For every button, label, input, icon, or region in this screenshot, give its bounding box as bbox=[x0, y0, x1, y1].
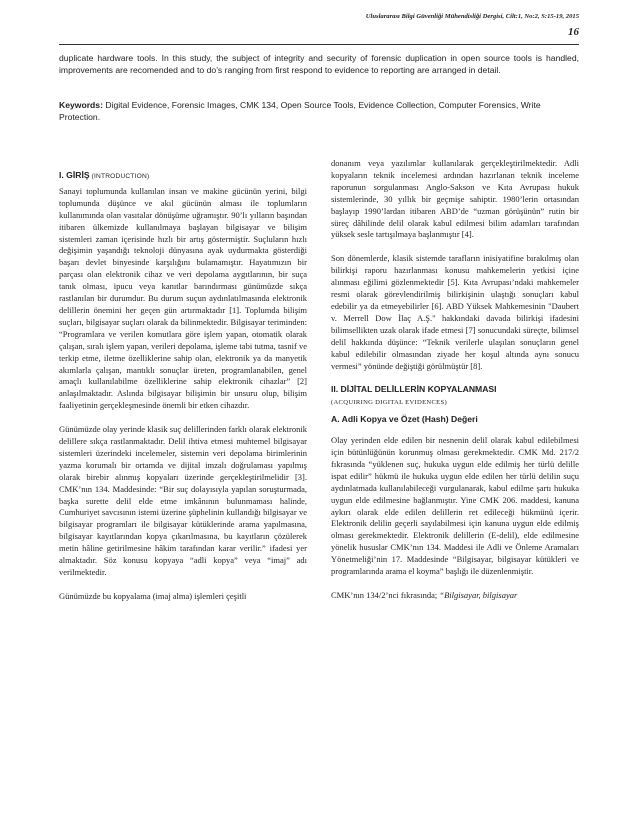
paragraph: Son dönemlerde, klasik sistemde tarafların inisiyatifine bırakılmış olan bilirkişi raporu hazırlanması konusu mahkemelerin yetkisi içine alınması eğilimi gözlenmektedir [5]. Kıta Avrupası’ndaki mahkemeler resmi olarak görevlendirilmiş bilirkişinin ulaştığı sonuçları kabul edebilir ya da etmeyebilirler [6]. ABD Yüksek Mahkemesinin "Daubert v. Merrell Dow İlaç A.Ş." hakkındaki davada bilirkişi ifadesini bilimsellikten uzak olarak ifade etmesi [7] sonucundaki süreçte, bilimsel delil hakkında düşünce: “Teknik verilerle ulaşılan sonuçların genel kabul edilebilir olmasından ziyade her koşul altında aynı sonucu vermesi” yönünde değiştiği görülmüştür [8]. bbox=[331, 253, 579, 371]
keywords-label: Keywords: bbox=[59, 100, 103, 110]
subsection-a-title: A. Adli Kopya ve Özet (Hash) Değeri bbox=[331, 414, 478, 425]
right-column bbox=[331, 158, 579, 602]
keywords bbox=[59, 99, 579, 124]
running-head: Uluslararası Bilgi Güvenliği Mühendisliği Dergisi, Cilt:1, No:2, S:15-19, 2015 bbox=[365, 13, 579, 20]
left-column bbox=[59, 170, 307, 615]
section-2-title: II. DİJİTAL DELİLLERİN KOPYALANMASI bbox=[331, 384, 497, 395]
paragraph: Günümüzde bu kopyalama (imaj alma) işlemleri çeşitli bbox=[59, 590, 247, 601]
last-line bbox=[331, 590, 579, 602]
paragraph: Olay yerinden elde edilen bir nesnenin delil olarak kabul edilebilmesi için bütünlüğünün korunmuş olması gerekmektedir. CMK Md. 217/2 fıkrasında “yüklenen suç, hukuka uygun elde edilmiş her türlü delille ispat edilir” hükmü ile hukuka uygun elde edilen her türlü delilin suçu aydınlatmada kullanılabileceği vurgulanarak, kabul edilme şartı hukuka uygun elde edilmesine bağlanmıştır. Yine CMK 206. maddesi, kanuna aykırı olarak elde edilen delillerin ret edileceği hükmünü içerir. Elektronik delilin geçerli sayılabilmesi için kanuna uygun elde edilmiş olması gerekmektedir. Elektronik delillerin (E-delil), elde edilmesine yönelik hususlar CMK’nın 134. Maddesi ile Adli ve Önleme Aramaları Yönetmeliği’nin 17. Maddesinde “Bilgisayar, bilgisayar kütükleri ve programlarında arama el koyma” başlığı ile düzenlenmiştir. bbox=[331, 435, 579, 577]
abstract-continuation: duplicate hardware tools. In this study, the subject of integrity and security of forensic duplication in open source tools is handled, improvements are recomended and to do’s ranging from first respond to evidence to reporting are arranged in detail. bbox=[59, 53, 579, 76]
paragraph: Günümüzde olay yerinde klasik suç delillerinden farklı olarak elektronik delillere sıkça rastlanmaktadır. Delil ihtiva etmesi muhtemel bilgisayar sistemleri üzerindeki incelemeler, sistemin veri depolama birimlerinin yazma korumalı bir ortamda ve dijital imzalı doğrulaması yapılmış olarak birebir alınmış kopyaları üzerinde gerçekleştirilmelidir [3]. CMK’nın 134. Maddesinde: “Bir suç dolayısıyla yapılan soruşturmada, başka surette delil elde etme imkânının bulunmaması halinde, Cumhuriyet savcısının istemi üzerine şüphelinin kullandığı bilgisayar ve bilgisayar programları ile bilgisayar kütüklerinde arama yapılmasına, bilgisayar kayıtlarından kopya çıkarılmasına, bu kayıtların çözülerek metin hâline getirilmesine hâkim tarafından karar verilir.” ifadesi yer almaktadır. Söz konusu kopyaya “adli kopya” veya “imaj” adı verilmektedir. bbox=[59, 424, 307, 577]
section-1-subtitle: (INTRODUCTION) bbox=[89, 173, 150, 180]
keywords-text: Digital Evidence, Forensic Images, CMK 134, Open Source Tools, Evidence Collection, Computer Forensics, Write Protection. bbox=[59, 100, 541, 123]
section-1-title: I. GİRİŞ bbox=[59, 170, 90, 180]
page-number: 16 bbox=[568, 26, 579, 38]
last-line-italic: “Bilgisayar, bilgisayar bbox=[439, 590, 518, 600]
paragraph: donanım veya yazılımlar kullanılarak gerçekleştirilmektedir. Adli kopyaların teknik incelemesi ardından hazırlanan teknik inceleme raporunun sorgulanması Anglo-Sakson ve Kıta Avrupası hukuk sistemlerinde, 30 yıllık bir geçmişe sahiptir. 1980’lerin ortasından başlayıp 1990’lardan itibaren ABD’de “uzman görüşünün” rutin bir süreç dâhilinde delil olarak kabul edilmesi bilim adamları tarafından yüksek sesle tartışılmaya başlanmıştır [4]. bbox=[331, 158, 579, 240]
section-1-heading bbox=[59, 170, 307, 183]
header-rule bbox=[59, 44, 579, 45]
last-line-plain: CMK’nın 134/2’nci fıkrasında; bbox=[331, 590, 440, 600]
section-2-subtitle: (ACQUIRING DIGITAL EVIDENCES) bbox=[331, 399, 447, 407]
paragraph: Sanayi toplumunda kullanılan insan ve makine gücünün yerini, bilgi toplumunda düşünce ve akıl gücünün alması ile toplumların kullanımında olan vasıtalar dönüşüme uğramıştır. 90’lı yılların başından itibaren ülkemizde kullanılmaya başlayan bilgisayar ve bilişim sistemleri zaman içerisinde hızlı bir artış göstermiştir. Suçluların hızlı değişimin yaşandığı teknoloji dünyasına ayak uydurmakta gösterdiği başarı devlet binyesinde karşılığını bulamamıştır. Hayatımızın bir parçası olan elektronik cihaz ve veri depolama aygıtlarının, bir suça tanık olması, ipucu veya kanıtlar barındırması günümüzde sıkça rastlanılan bir durumdur. Bu durum suçun aydınlatılmasında elektronik delillerin önemini her geçen gün artırmaktadır [1]. Toplumda bilişim suçları, bilgisayar suçları olarak da bilinmektedir. Bilgisayar teriminden: “Programlara ve verilen komutlara göre işlem yapan, otomatik olarak çalışan, sıralı işlem yapan, verileri depolama, işleme tabi tutma, tasnif ve terkip etme, iletme özelliklerine sahip olan, elektronik ya da manyetik akımlarla çalışan, mantıklı sonuçlar üreten, programlanabilen, genel amaçlı kullanılabilme özelliklerine sahip elektronik cihazlar” [2] anlaşılmaktadır. Aslında bilgisayar bilişimin bir unsuru olup, bilişim faaliyetinin gerçekleşmesinde önemli bir etken cihazdır. bbox=[59, 185, 307, 411]
